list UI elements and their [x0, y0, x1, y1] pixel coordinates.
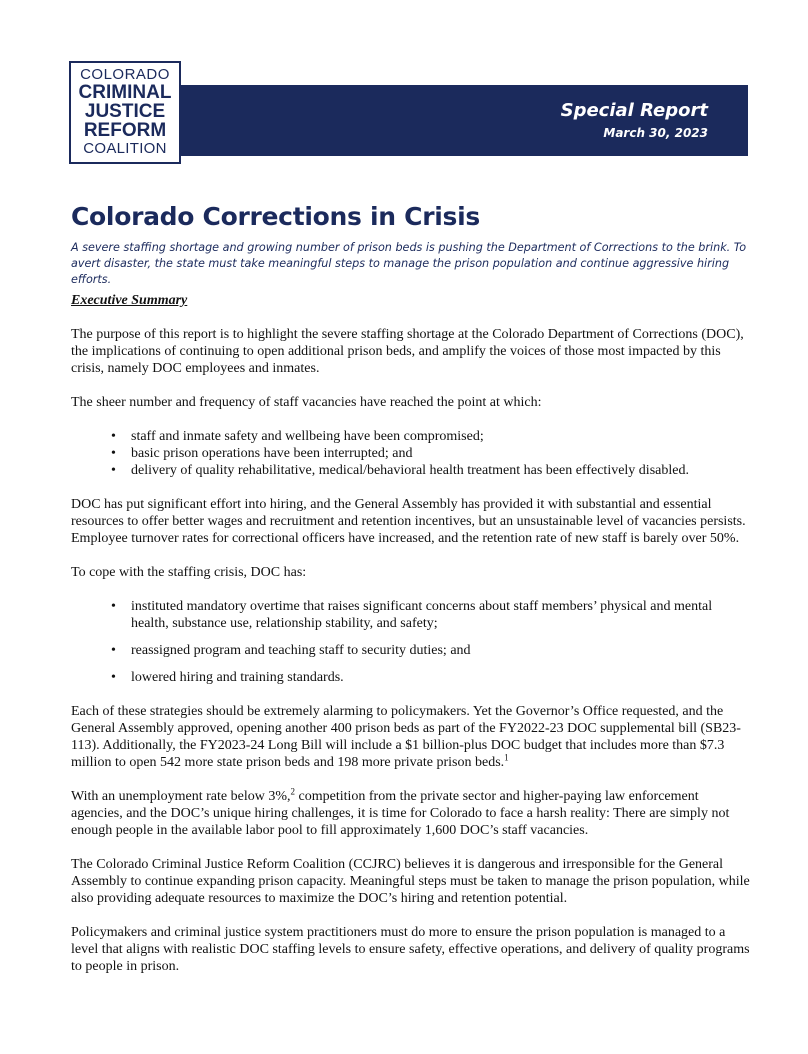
page-title: Colorado Corrections in Crisis: [71, 202, 480, 231]
paragraph-recommendation: Policymakers and criminal justice system practitioners must do more to ensure the prison population is managed to a level that aligns with realistic DOC staffing levels to ensure safety, effective operations, and delivery of quality programs to people in prison.: [71, 925, 750, 974]
logo-line-criminal: CRIMINAL: [78, 82, 172, 103]
logo-line-coalition: COALITION: [83, 140, 167, 157]
list-item: • staff and inmate safety and wellbeing have been compromised;: [111, 428, 751, 445]
list-item: • instituted mandatory overtime that raises significant concerns about staff members’ physical and mental health, substance use, relationship stability, and safety;: [111, 598, 751, 632]
paragraph-prison-beds: [71, 703, 751, 771]
list-item: • basic prison operations have been interrupted; and: [111, 445, 751, 462]
paragraph-ccjrc-position: The Colorado Criminal Justice Reform Coalition (CCJRC) believes it is dangerous and irresponsible for the General Assembly to continue expanding prison capacity. Meaningful steps must be taken to manage the prison population, while also providing adequate resources to maximize the DOC’s hiring and retention potential.: [71, 857, 750, 906]
logo-line-reform: REFORM: [83, 120, 167, 141]
list-item: • reassigned program and teaching staff to security duties; and: [111, 642, 751, 659]
footnote-ref-2: 2: [290, 786, 295, 797]
list-vacancy-impacts: [71, 428, 751, 479]
paragraph-unemployment-start: With an unemployment rate below 3%,: [71, 789, 291, 804]
paragraph-coping-intro: To cope with the staffing crisis, DOC has:: [71, 565, 307, 580]
banner-title: Special Report: [560, 100, 708, 121]
banner-date: March 30, 2023: [603, 126, 708, 140]
ccjrc-logo: [69, 61, 181, 164]
page-subtitle: A severe staffing shortage and growing number of prison beds is pushing the Department of Corrections to the brink. To avert disaster, the state must take meaningful steps to manage the prison population and continue aggressive hiring efforts.: [71, 241, 747, 286]
paragraph-hiring-efforts: DOC has put significant effort into hiring, and the General Assembly has provided it with substantial and essential resources to offer better wages and recruitment and retention incentives, but an unsustainable level of vacancies persists. Employee turnover rates for correctional officers have increased, and the retention rate of new staff is barely over 50%.: [71, 497, 746, 546]
logo-line-justice: JUSTICE: [84, 101, 166, 122]
paragraph-unemployment: [71, 788, 751, 839]
logo-line-colorado: COLORADO: [80, 66, 170, 83]
paragraph-purpose: The purpose of this report is to highlight the severe staffing shortage at the Colorado Department of Corrections (DOC), the implications of continuing to open additional prison beds, and amplify the voices of those most impacted by this crisis, namely DOC employees and inmates.: [71, 327, 744, 376]
paragraph-unemployment-rest: competition from the private sector and higher-paying law enforcement agencies, and the DOC’s unique hiring challenges, it is time for Colorado to face a harsh reality: There are simply not enough people in the available labor pool to fill approximately 1,600 DOC’s staff vacancies.: [71, 789, 730, 838]
report-body: [71, 292, 751, 992]
footnote-ref-1: 1: [504, 752, 509, 763]
section-heading-executive-summary: Executive Summary: [71, 293, 188, 308]
paragraph-vacancies-intro: The sheer number and frequency of staff vacancies have reached the point at which:: [71, 395, 542, 410]
list-coping-strategies: [71, 598, 751, 686]
header-banner: [178, 85, 748, 156]
list-item: • lowered hiring and training standards.: [111, 669, 751, 686]
paragraph-prison-beds-text: Each of these strategies should be extremely alarming to policymakers. Yet the Governor’s Office requested, and the General Assembly approved, opening another 400 prison beds as part of the FY2022-23 DOC supplemental bill (SB23-113). Additionally, the FY2023-24 Long Bill will include a $1 billion-plus DOC budget that includes more than $7.3 million to open 542 more state prison beds and 198 more private prison beds.: [71, 704, 741, 770]
list-item: • delivery of quality rehabilitative, medical/behavioral health treatment has been effectively disabled.: [111, 462, 751, 479]
